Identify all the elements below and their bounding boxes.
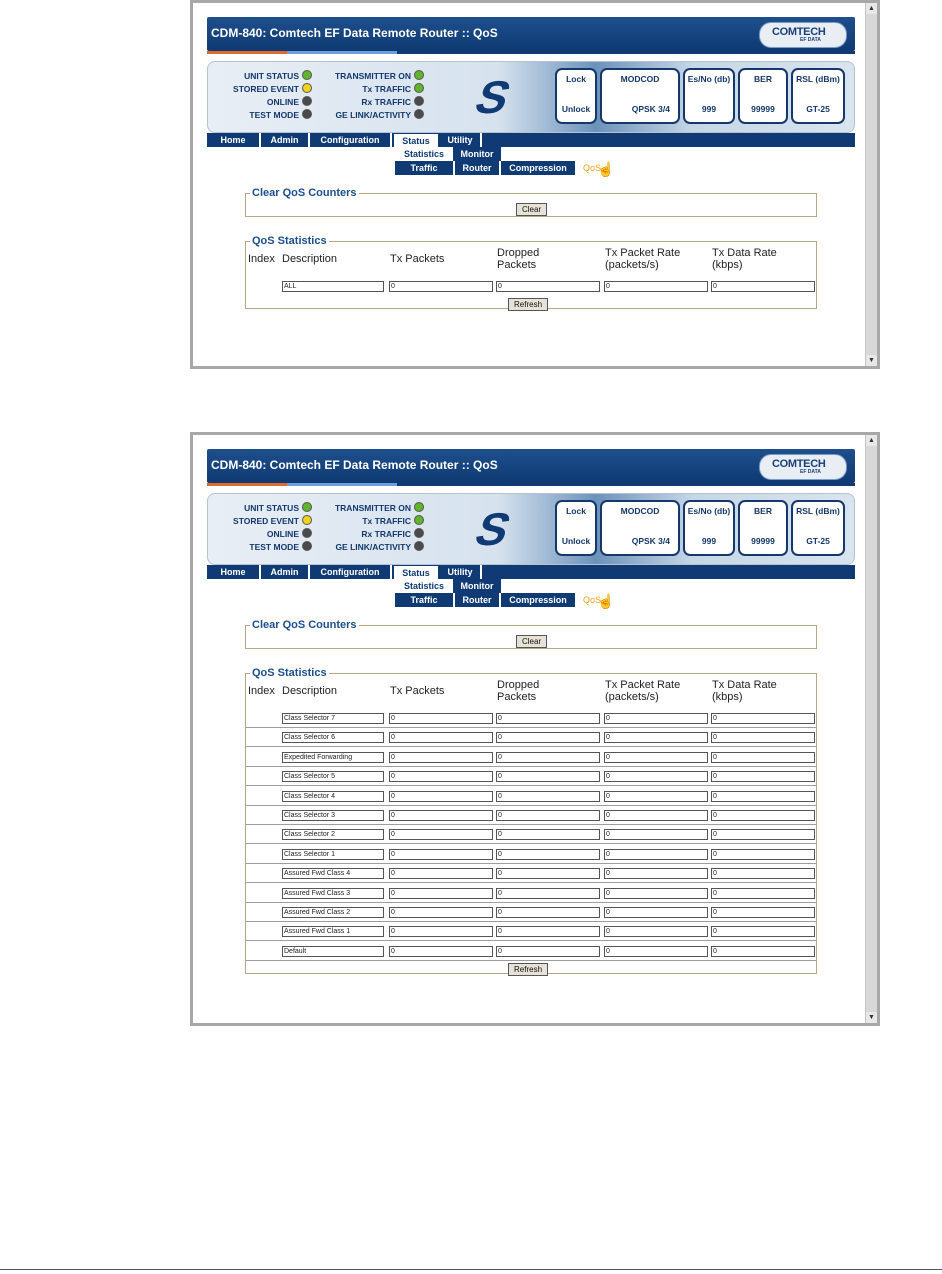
led-stored-event: STORED EVENT bbox=[216, 83, 312, 96]
tab-home[interactable]: Home bbox=[207, 133, 261, 147]
description-field[interactable]: Class Selector 3 bbox=[282, 810, 384, 821]
title-bar bbox=[207, 17, 855, 51]
row-separator bbox=[246, 921, 816, 922]
tx-packet-rate-field[interactable]: 0 bbox=[604, 829, 708, 840]
tab-configuration[interactable]: Configuration bbox=[310, 565, 392, 579]
clear-counters-group bbox=[245, 619, 817, 649]
row-separator bbox=[246, 882, 816, 883]
monitor-modcod: MODCOD QPSK 3/4 bbox=[600, 500, 680, 556]
monitor-lock: Lock Unlock bbox=[555, 68, 597, 124]
title-bar bbox=[207, 449, 855, 483]
window-title: CDM-840: Comtech EF Data Remote Router :: QoS bbox=[211, 26, 498, 40]
led-indicator-icon bbox=[414, 83, 424, 93]
comtech-logo: COMTECH EF DATA bbox=[759, 22, 847, 48]
tab-router[interactable]: Router bbox=[455, 593, 501, 607]
clear-counters-group bbox=[245, 187, 817, 217]
led-indicator-icon bbox=[302, 515, 312, 525]
swoosh-icon: S bbox=[468, 71, 519, 123]
tab-qos[interactable]: QoS bbox=[577, 161, 609, 175]
row-separator bbox=[246, 766, 816, 767]
led-transmitter-on: TRANSMITTER ON bbox=[324, 502, 424, 515]
tab-router[interactable]: Router bbox=[455, 161, 501, 175]
dropped-packets-field[interactable]: 0 bbox=[496, 888, 600, 899]
tx-packets-field[interactable]: 0 bbox=[389, 791, 493, 802]
qos-statistics-legend: QoS Statistics bbox=[252, 667, 327, 679]
clear-counters-legend: Clear QoS Counters bbox=[252, 187, 357, 199]
dropped-packets-field[interactable]: 0 bbox=[496, 791, 600, 802]
dropped-packets-field[interactable]: 0 bbox=[496, 907, 600, 918]
led-column-right bbox=[324, 502, 424, 554]
tx-packets-field[interactable]: 0 bbox=[389, 907, 493, 918]
dropped-packets-field[interactable]: 0 bbox=[496, 281, 600, 292]
main-menu bbox=[207, 565, 855, 579]
led-test-mode: TEST MODE bbox=[216, 109, 312, 122]
scroll-up-icon[interactable]: ▲ bbox=[866, 435, 877, 446]
dropped-packets-field[interactable]: 0 bbox=[496, 713, 600, 724]
tx-packet-rate-field[interactable]: 0 bbox=[604, 791, 708, 802]
description-field[interactable]: Class Selector 1 bbox=[282, 849, 384, 860]
led-unit-status: UNIT STATUS bbox=[216, 502, 312, 515]
refresh-button[interactable]: Refresh bbox=[508, 963, 548, 976]
tx-packet-rate-field[interactable]: 0 bbox=[604, 771, 708, 782]
tx-packet-rate-field[interactable]: 0 bbox=[604, 868, 708, 879]
statistics-submenu bbox=[207, 161, 855, 175]
tab-configuration[interactable]: Configuration bbox=[310, 133, 392, 147]
description-field[interactable]: Class Selector 2 bbox=[282, 829, 384, 840]
refresh-button[interactable]: Refresh bbox=[508, 298, 548, 311]
screenshot-single-row bbox=[190, 0, 880, 369]
monitor-lock: Lock Unlock bbox=[555, 500, 597, 556]
col-header-packet-rate: Tx Packet Rate (packets/s) bbox=[605, 679, 681, 703]
led-indicator-icon bbox=[414, 515, 424, 525]
main-menu bbox=[207, 133, 855, 147]
tx-data-rate-field[interactable]: 0 bbox=[711, 732, 815, 743]
led-rx-traffic: Rx TRAFFIC bbox=[324, 96, 424, 109]
monitor-esno: Es/No (db) 999 bbox=[683, 68, 735, 124]
led-transmitter-on: TRANSMITTER ON bbox=[324, 70, 424, 83]
monitor-ber: BER 99999 bbox=[738, 68, 788, 124]
row-separator bbox=[246, 863, 816, 864]
tx-data-rate-field[interactable]: 0 bbox=[711, 829, 815, 840]
row-separator bbox=[246, 785, 816, 786]
description-field[interactable]: Assured Fwd Class 2 bbox=[282, 907, 384, 918]
tx-data-rate-field[interactable]: 0 bbox=[711, 771, 815, 782]
led-stored-event: STORED EVENT bbox=[216, 515, 312, 528]
monitor-rsl: RSL (dBm) GT-25 bbox=[791, 68, 845, 124]
page-frame bbox=[207, 449, 855, 974]
tx-data-rate-field[interactable]: 0 bbox=[711, 868, 815, 879]
row-separator bbox=[246, 727, 816, 728]
clear-counters-legend: Clear QoS Counters bbox=[252, 619, 357, 631]
tx-packet-rate-field[interactable]: 0 bbox=[604, 888, 708, 899]
tx-data-rate-field[interactable]: 0 bbox=[711, 888, 815, 899]
tx-data-rate-field[interactable]: 0 bbox=[711, 849, 815, 860]
tx-data-rate-field[interactable]: 0 bbox=[711, 752, 815, 763]
statistics-submenu bbox=[207, 593, 855, 607]
tab-utility[interactable]: Utility bbox=[440, 133, 482, 147]
col-header-packet-rate: Tx Packet Rate (packets/s) bbox=[605, 247, 681, 271]
description-field[interactable]: Class Selector 6 bbox=[282, 732, 384, 743]
row-separator bbox=[246, 805, 816, 806]
scroll-down-icon[interactable]: ▼ bbox=[866, 355, 877, 366]
row-separator bbox=[246, 824, 816, 825]
tab-statistics[interactable]: Statistics bbox=[395, 147, 455, 161]
col-header-data-rate: Tx Data Rate (kbps) bbox=[712, 679, 777, 703]
tx-packets-field[interactable]: 0 bbox=[389, 946, 493, 957]
tx-packets-field[interactable]: 0 bbox=[389, 732, 493, 743]
led-online: ONLINE bbox=[216, 96, 312, 109]
col-header-tx-packets: Tx Packets bbox=[390, 685, 445, 697]
monitor-rsl: RSL (dBm) GT-25 bbox=[791, 500, 845, 556]
status-panel bbox=[207, 61, 855, 133]
hand-cursor-icon: ☝ bbox=[597, 593, 615, 609]
dropped-packets-field[interactable]: 0 bbox=[496, 926, 600, 937]
col-header-tx-packets: Tx Packets bbox=[390, 253, 445, 265]
led-ge-link: GE LINK/ACTIVITY bbox=[324, 541, 424, 554]
led-unit-status: UNIT STATUS bbox=[216, 70, 312, 83]
tx-data-rate-field[interactable]: 0 bbox=[711, 713, 815, 724]
row-separator bbox=[246, 843, 816, 844]
description-field[interactable]: Expedited Forwarding bbox=[282, 752, 384, 763]
dropped-packets-field[interactable]: 0 bbox=[496, 771, 600, 782]
scroll-down-icon[interactable]: ▼ bbox=[866, 1012, 877, 1023]
row-separator bbox=[246, 940, 816, 941]
tx-data-rate-field[interactable]: 0 bbox=[711, 791, 815, 802]
status-submenu bbox=[207, 147, 855, 161]
page-frame bbox=[207, 17, 855, 309]
tab-status[interactable]: Status bbox=[393, 565, 439, 579]
dropped-packets-field[interactable]: 0 bbox=[496, 810, 600, 821]
led-indicator-icon bbox=[414, 502, 424, 512]
qos-statistics-group bbox=[245, 667, 817, 974]
description-field[interactable]: ALL bbox=[282, 281, 384, 292]
led-indicator-icon bbox=[414, 96, 424, 106]
monitor-modcod: MODCOD QPSK 3/4 bbox=[600, 68, 680, 124]
tx-packets-field[interactable]: 0 bbox=[389, 771, 493, 782]
screenshot-class-rows bbox=[190, 432, 880, 1026]
led-indicator-icon bbox=[414, 70, 424, 80]
monitor-ber: BER 99999 bbox=[738, 500, 788, 556]
tx-packets-field[interactable]: 0 bbox=[389, 868, 493, 879]
tx-packets-field[interactable]: 0 bbox=[389, 888, 493, 899]
tx-packets-field[interactable]: 0 bbox=[389, 713, 493, 724]
col-header-index: Index bbox=[248, 685, 275, 697]
tx-packets-field[interactable]: 0 bbox=[389, 810, 493, 821]
comtech-logo: COMTECH EF DATA bbox=[759, 454, 847, 480]
tab-monitor[interactable]: Monitor bbox=[453, 579, 503, 593]
window-title: CDM-840: Comtech EF Data Remote Router :: QoS bbox=[211, 458, 498, 472]
led-column-right bbox=[324, 70, 424, 122]
dropped-packets-field[interactable]: 0 bbox=[496, 849, 600, 860]
page-bottom-rule bbox=[0, 1269, 942, 1270]
led-column-left bbox=[216, 502, 312, 554]
led-indicator-icon bbox=[302, 541, 312, 551]
tab-home[interactable]: Home bbox=[207, 565, 261, 579]
clear-button[interactable]: Clear bbox=[516, 203, 547, 216]
dropped-packets-field[interactable]: 0 bbox=[496, 946, 600, 957]
dropped-packets-field[interactable]: 0 bbox=[496, 829, 600, 840]
row-separator bbox=[246, 960, 816, 961]
description-field[interactable]: Class Selector 7 bbox=[282, 713, 384, 724]
tab-compression[interactable]: Compression bbox=[501, 161, 577, 175]
led-online: ONLINE bbox=[216, 528, 312, 541]
led-indicator-icon bbox=[302, 96, 312, 106]
tab-admin[interactable]: Admin bbox=[261, 133, 310, 147]
tx-data-rate-field[interactable]: 0 bbox=[711, 907, 815, 918]
tx-packet-rate-field[interactable]: 0 bbox=[604, 907, 708, 918]
tab-traffic[interactable]: Traffic bbox=[395, 161, 455, 175]
led-indicator-icon bbox=[302, 70, 312, 80]
tx-packet-rate-field[interactable]: 0 bbox=[604, 926, 708, 937]
tab-traffic[interactable]: Traffic bbox=[395, 593, 455, 607]
tab-utility[interactable]: Utility bbox=[440, 565, 482, 579]
led-indicator-icon bbox=[414, 528, 424, 538]
tab-statistics[interactable]: Statistics bbox=[395, 579, 455, 593]
tx-packets-field[interactable]: 0 bbox=[389, 829, 493, 840]
led-test-mode: TEST MODE bbox=[216, 541, 312, 554]
description-field[interactable]: Class Selector 4 bbox=[282, 791, 384, 802]
swoosh-icon: S bbox=[468, 503, 519, 555]
vertical-scrollbar[interactable] bbox=[865, 435, 877, 1023]
tx-packets-field[interactable]: 0 bbox=[389, 926, 493, 937]
tx-packets-field[interactable]: 0 bbox=[389, 752, 493, 763]
col-header-dropped: Dropped Packets bbox=[497, 679, 540, 703]
dropped-packets-field[interactable]: 0 bbox=[496, 868, 600, 879]
tab-status[interactable]: Status bbox=[393, 133, 439, 147]
tab-qos[interactable]: QoS bbox=[577, 593, 609, 607]
clear-button[interactable]: Clear bbox=[516, 635, 547, 648]
tx-packets-field[interactable]: 0 bbox=[389, 849, 493, 860]
led-column-left bbox=[216, 70, 312, 122]
vertical-scrollbar[interactable] bbox=[865, 3, 877, 366]
status-panel bbox=[207, 493, 855, 565]
row-separator bbox=[246, 902, 816, 903]
description-field[interactable]: Assured Fwd Class 4 bbox=[282, 868, 384, 879]
led-rx-traffic: Rx TRAFFIC bbox=[324, 528, 424, 541]
tx-packet-rate-field[interactable]: 0 bbox=[604, 849, 708, 860]
led-indicator-icon bbox=[302, 109, 312, 119]
led-tx-traffic: Tx TRAFFIC bbox=[324, 515, 424, 528]
tx-packet-rate-field[interactable]: 0 bbox=[604, 810, 708, 821]
col-header-data-rate: Tx Data Rate (kbps) bbox=[712, 247, 777, 271]
row-separator bbox=[246, 746, 816, 747]
tx-data-rate-field[interactable]: 0 bbox=[711, 946, 815, 957]
tx-packet-rate-field[interactable]: 0 bbox=[604, 732, 708, 743]
tx-packet-rate-field[interactable]: 0 bbox=[604, 713, 708, 724]
tab-compression[interactable]: Compression bbox=[501, 593, 577, 607]
led-indicator-icon bbox=[302, 502, 312, 512]
tx-data-rate-field[interactable]: 0 bbox=[711, 926, 815, 937]
tx-packets-field[interactable]: 0 bbox=[389, 281, 493, 292]
led-indicator-icon bbox=[414, 109, 424, 119]
tx-packet-rate-field[interactable]: 0 bbox=[604, 752, 708, 763]
led-tx-traffic: Tx TRAFFIC bbox=[324, 83, 424, 96]
led-indicator-icon bbox=[414, 541, 424, 551]
description-field[interactable]: Assured Fwd Class 3 bbox=[282, 888, 384, 899]
monitor-esno: Es/No (db) 999 bbox=[683, 500, 735, 556]
description-field[interactable]: Assured Fwd Class 1 bbox=[282, 926, 384, 937]
col-header-dropped: Dropped Packets bbox=[497, 247, 540, 271]
col-header-description: Description bbox=[282, 685, 338, 697]
led-ge-link: GE LINK/ACTIVITY bbox=[324, 109, 424, 122]
led-indicator-icon bbox=[302, 83, 312, 93]
tx-packet-rate-field[interactable]: 0 bbox=[604, 281, 708, 292]
scroll-up-icon[interactable]: ▲ bbox=[866, 3, 877, 14]
tab-admin[interactable]: Admin bbox=[261, 565, 310, 579]
dropped-packets-field[interactable]: 0 bbox=[496, 752, 600, 763]
description-field[interactable]: Default bbox=[282, 946, 384, 957]
tx-data-rate-field[interactable]: 0 bbox=[711, 810, 815, 821]
col-header-index: Index bbox=[248, 253, 275, 265]
description-field[interactable]: Class Selector 5 bbox=[282, 771, 384, 782]
tx-data-rate-field[interactable]: 0 bbox=[711, 281, 815, 292]
qos-statistics-legend: QoS Statistics bbox=[252, 235, 327, 247]
led-indicator-icon bbox=[302, 528, 312, 538]
tab-monitor[interactable]: Monitor bbox=[453, 147, 503, 161]
qos-statistics-group bbox=[245, 235, 817, 309]
col-header-description: Description bbox=[282, 253, 338, 265]
dropped-packets-field[interactable]: 0 bbox=[496, 732, 600, 743]
status-submenu bbox=[207, 579, 855, 593]
hand-cursor-icon: ☝ bbox=[597, 161, 615, 177]
tx-packet-rate-field[interactable]: 0 bbox=[604, 946, 708, 957]
